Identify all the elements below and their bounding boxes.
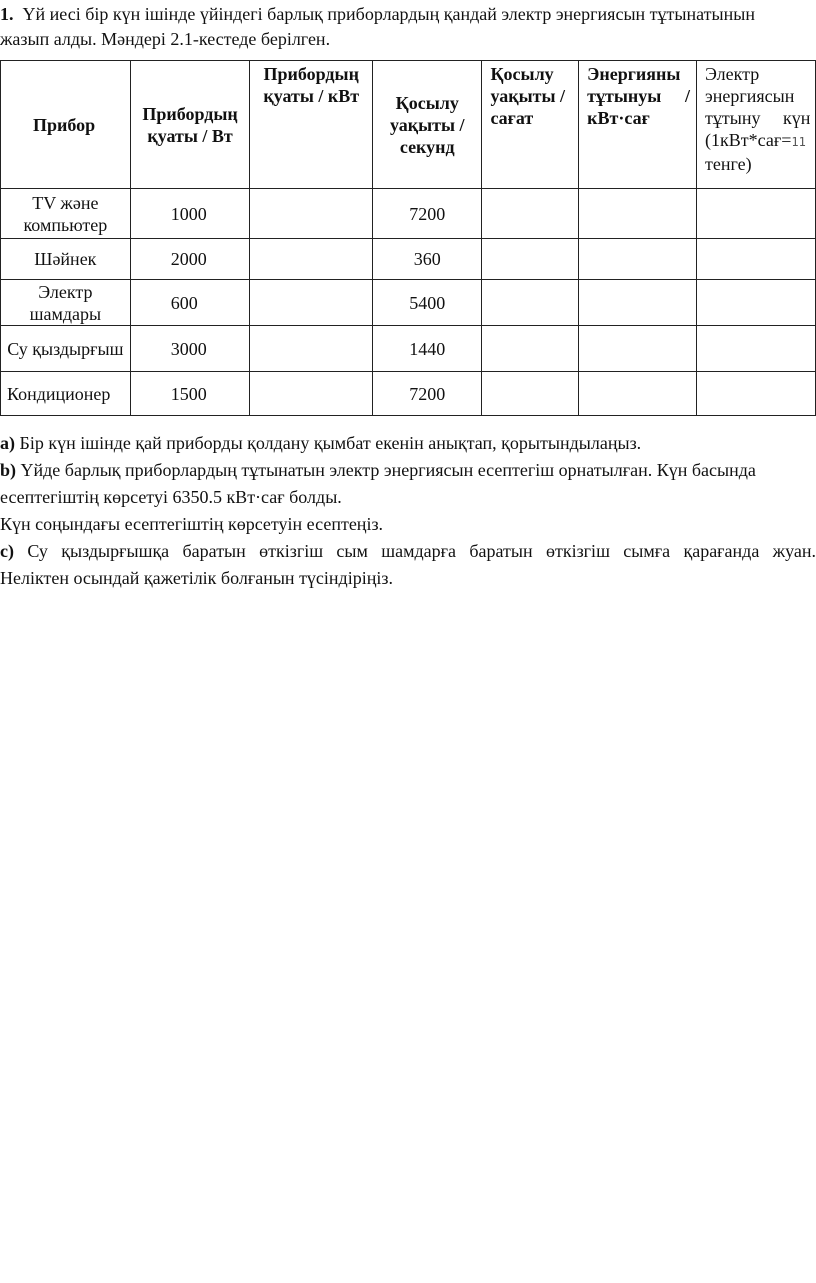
table-row bbox=[1, 372, 816, 416]
question-b-line-2: есептегіштің көрсетуі 6350.5 кВт·сағ болды. bbox=[0, 487, 342, 507]
header-hours: Қосылу уақыты / сағат bbox=[482, 61, 579, 189]
header-energy: Энергияны тұтынуы / кВт·сағ bbox=[579, 61, 697, 189]
question-b-line-3: Күн соңындағы есептегіштің көрсетуін есептеңіз. bbox=[0, 514, 384, 534]
cell-power-kw bbox=[250, 280, 373, 326]
cell-power-w: 600 bbox=[130, 280, 250, 326]
cell-cost bbox=[697, 326, 816, 372]
question-b-text-1: Үйде барлық приборлардың тұтынатын электр энергиясын есептегіш орнатылған. Күн басында bbox=[20, 460, 756, 480]
question-c-label: c) bbox=[0, 541, 14, 561]
question-a bbox=[0, 430, 816, 457]
cell-device: Электр шамдары bbox=[1, 280, 131, 326]
cell-cost bbox=[697, 372, 816, 416]
header-seconds: Қосылу уақыты / секунд bbox=[373, 61, 482, 189]
cell-hours bbox=[482, 189, 579, 239]
table-row bbox=[1, 239, 816, 280]
cell-energy bbox=[579, 280, 697, 326]
table-row bbox=[1, 280, 816, 326]
header-cost-line-5: тенге) bbox=[705, 154, 752, 174]
cell-seconds: 1440 bbox=[373, 326, 482, 372]
cell-power-kw bbox=[250, 326, 373, 372]
header-power-w: Прибордың қуаты / Вт bbox=[130, 61, 250, 189]
cell-hours bbox=[482, 372, 579, 416]
header-power-kw: Прибордың қуаты / кВт bbox=[250, 61, 373, 189]
question-a-label: a) bbox=[0, 433, 15, 453]
cell-energy bbox=[579, 239, 697, 280]
cell-power-w: 1000 bbox=[130, 189, 250, 239]
question-c-line-2: Неліктен осындай қажетілік болғанын түсіндіріңіз. bbox=[0, 568, 393, 588]
question-c-text-1: Су қыздырғышқа баратын өткізгіш сым шамдарға баратын өткізгіш сымға қарағанда жуан. bbox=[27, 541, 816, 561]
cell-energy bbox=[579, 372, 697, 416]
header-device: Прибор bbox=[1, 61, 131, 189]
table-row bbox=[1, 189, 816, 239]
question-b-label: b) bbox=[0, 460, 17, 480]
cell-power-kw bbox=[250, 239, 373, 280]
intro-text-2: жазып алды. Мәндері 2.1-кестеде берілген. bbox=[0, 29, 331, 49]
cell-power-w: 2000 bbox=[130, 239, 250, 280]
question-c-line-1 bbox=[0, 538, 816, 565]
cell-cost bbox=[697, 239, 816, 280]
task-number: 1. bbox=[0, 4, 14, 24]
cell-hours bbox=[482, 239, 579, 280]
cell-device: TV және компьютер bbox=[1, 189, 131, 239]
header-cost-rate: (1кВт*сағ= bbox=[705, 130, 792, 150]
cell-hours bbox=[482, 280, 579, 326]
questions bbox=[0, 430, 816, 592]
cell-seconds: 7200 bbox=[373, 189, 482, 239]
header-cost-line-1: Электр bbox=[705, 64, 760, 84]
cell-seconds: 360 bbox=[373, 239, 482, 280]
header-cost-rate-value: 11 bbox=[791, 135, 806, 149]
cell-energy bbox=[579, 189, 697, 239]
cell-energy bbox=[579, 326, 697, 372]
cell-power-w: 1500 bbox=[130, 372, 250, 416]
cell-power-w: 3000 bbox=[130, 326, 250, 372]
cell-device: Су қыздырғыш bbox=[1, 326, 131, 372]
cell-cost bbox=[697, 189, 816, 239]
cell-seconds: 5400 bbox=[373, 280, 482, 326]
cell-power-kw bbox=[250, 189, 373, 239]
cell-cost bbox=[697, 280, 816, 326]
table-row bbox=[1, 326, 816, 372]
intro-line-1 bbox=[0, 2, 816, 27]
intro-text-1: Үй иесі бір күн ішінде үйіндегі барлық приборлардың қандай электр энергиясын тұтынатынын bbox=[22, 4, 755, 24]
question-b-line-1 bbox=[0, 457, 816, 484]
header-cost-line-4 bbox=[705, 129, 815, 153]
header-cost-line-3: тұтыну күн bbox=[705, 108, 811, 128]
cell-device: Шәйнек bbox=[1, 239, 131, 280]
cell-power-kw bbox=[250, 372, 373, 416]
cell-hours bbox=[482, 326, 579, 372]
data-table bbox=[0, 60, 816, 416]
cell-seconds: 7200 bbox=[373, 372, 482, 416]
table-header-row bbox=[1, 61, 816, 189]
task-intro bbox=[0, 2, 816, 52]
question-a-text: Бір күн ішінде қай приборды қолдану қымбат екенін анықтап, қорытындылаңыз. bbox=[19, 433, 642, 453]
header-cost-line-2: энергиясын bbox=[705, 86, 795, 106]
cell-device: Кондиционер bbox=[1, 372, 131, 416]
header-cost bbox=[697, 61, 816, 189]
